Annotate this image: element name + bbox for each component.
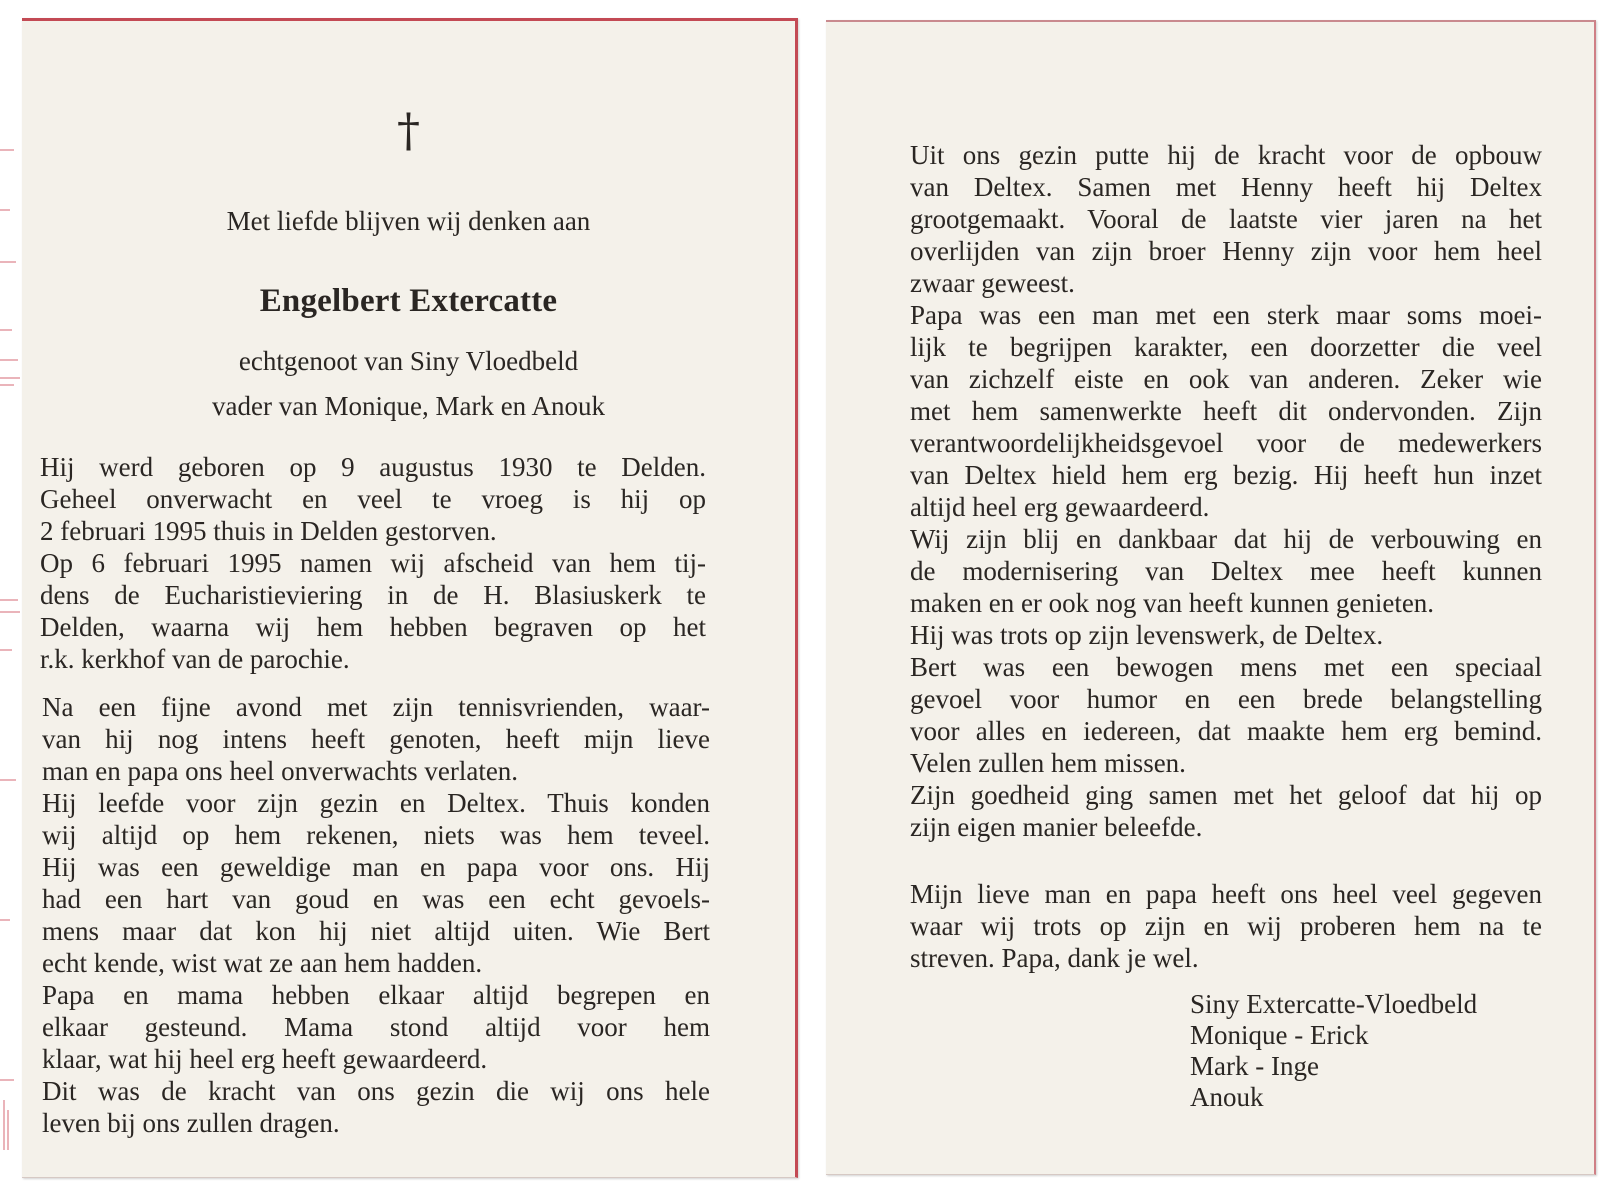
text-line: Hij was een geweldige man en papa voor ons. Hij [42, 852, 710, 882]
scan-edge-marks [0, 0, 22, 1200]
cross-icon: † [397, 103, 420, 157]
text-line: wij altijd op hem rekenen, niets was hem teveel. [42, 820, 710, 850]
text-line: Mijn lieve man en papa heeft ons heel veel gegeven [910, 879, 1542, 909]
family-signatures [1190, 989, 1477, 1113]
text-line: elkaar gesteund. Mama stond altijd voor hem [42, 1012, 710, 1042]
thanks-paragraph [910, 878, 1542, 974]
text-line: Papa en mama hebben elkaar altijd begrepen en [42, 980, 710, 1010]
signature-line: Anouk [1190, 1082, 1264, 1112]
memorial-card-left [22, 18, 798, 1178]
text-line: met hem samenwerkte heeft dit ondervonden. Zijn [910, 396, 1542, 426]
text-line: Hij leefde voor zijn gezin en Deltex. Thuis konden [42, 788, 710, 818]
text-line: zijn eigen manier beleefde. [910, 812, 1203, 842]
character-paragraph [910, 139, 1542, 843]
text-line: van Deltex. Samen met Henny heeft hij Deltex [910, 172, 1542, 202]
text-line: grootgemaakt. Vooral de laatste vier jaren na het [910, 204, 1542, 234]
text-line: Papa was een man met een sterk maar soms moei- [910, 300, 1542, 330]
text-line: mens maar dat kon hij niet altijd uiten. Wie Bert [42, 916, 710, 946]
text-line: lijk te begrijpen karakter, een doorzetter die veel [910, 332, 1542, 362]
text-line: Hij werd geboren op 9 augustus 1930 te Delden. [40, 452, 706, 482]
tribute-paragraph [42, 691, 710, 1139]
signature-line: Mark - Inge [1190, 1051, 1319, 1081]
text-line: van Deltex hield hem erg bezig. Hij heeft hun inzet [910, 460, 1542, 490]
text-line: 2 februari 1995 thuis in Delden gestorven. [40, 516, 497, 546]
text-line: Dit was de kracht van ons gezin die wij ons hele [42, 1076, 710, 1106]
deceased-name: Engelbert Extercatte [259, 283, 558, 319]
text-line: Bert was een bewogen mens met een speciaal [910, 652, 1542, 682]
biography-paragraph [40, 451, 706, 675]
text-line: Velen zullen hem missen. [910, 748, 1186, 778]
text-line: man en papa ons heel onverwachts verlaten. [42, 756, 519, 786]
text-line: Op 6 februari 1995 namen wij afscheid van hem tij- [40, 548, 706, 578]
text-line: van hij nog intens heeft genoten, heeft mijn lieve [42, 724, 710, 754]
text-line: leven bij ons zullen dragen. [42, 1108, 340, 1138]
text-line: Wij zijn blij en dankbaar dat hij de verbouwing en [910, 524, 1542, 554]
text-line: voor alles en iedereen, dat maakte hem erg bemind. [910, 716, 1542, 746]
text-line: altijd heel erg gewaardeerd. [910, 492, 1210, 522]
text-line: overlijden van zijn broer Henny zijn voor hem heel [910, 236, 1542, 266]
text-line: maken en er ook nog van heeft kunnen genieten. [910, 588, 1435, 618]
intro-line: Met liefde blijven wij denken aan [226, 206, 591, 236]
text-line: waar wij trots op zijn en wij proberen hem na te [910, 911, 1542, 941]
text-line: Na een fijne avond met zijn tennisvrienden, waar- [42, 692, 710, 722]
text-line: van zichzelf eiste en ook van anderen. Zeker wie [910, 364, 1542, 394]
signature-line: Monique - Erick [1190, 1020, 1369, 1050]
memorial-card-right [826, 20, 1596, 1175]
text-line: echt kende, wist wat ze aan hem hadden. [42, 948, 483, 978]
text-line: de modernisering van Deltex mee heeft kunnen [910, 556, 1542, 586]
text-line: streven. Papa, dank je wel. [910, 943, 1199, 973]
signature-line: Siny Extercatte-Vloedbeld [1190, 989, 1478, 1019]
text-line: dens de Eucharistieviering in de H. Blasiuskerk te [40, 580, 706, 610]
text-line: klaar, wat hij heel erg heeft gewaardeerd. [42, 1044, 488, 1074]
text-line: had een hart van goud en was een echt gevoels- [42, 884, 710, 914]
text-line: Uit ons gezin putte hij de kracht voor de opbouw [910, 140, 1542, 170]
text-line: Geheel onverwacht en veel te vroeg is hij op [40, 484, 706, 514]
text-line: gevoel voor humor en een brede belangstelling [910, 684, 1542, 714]
spouse-line: echtgenoot van Siny Vloedbeld [238, 346, 579, 376]
text-line: verantwoordelijkheidsgevoel voor de medewerkers [910, 428, 1542, 458]
children-line: vader van Monique, Mark en Anouk [212, 391, 605, 421]
text-line: Delden, waarna wij hem hebben begraven op het [40, 612, 706, 642]
text-line: Hij was trots op zijn levenswerk, de Deltex. [910, 620, 1384, 650]
text-line: zwaar geweest. [910, 268, 1075, 298]
text-line: Zijn goedheid ging samen met het geloof dat hij op [910, 780, 1542, 810]
text-line: r.k. kerkhof van de parochie. [40, 644, 350, 674]
